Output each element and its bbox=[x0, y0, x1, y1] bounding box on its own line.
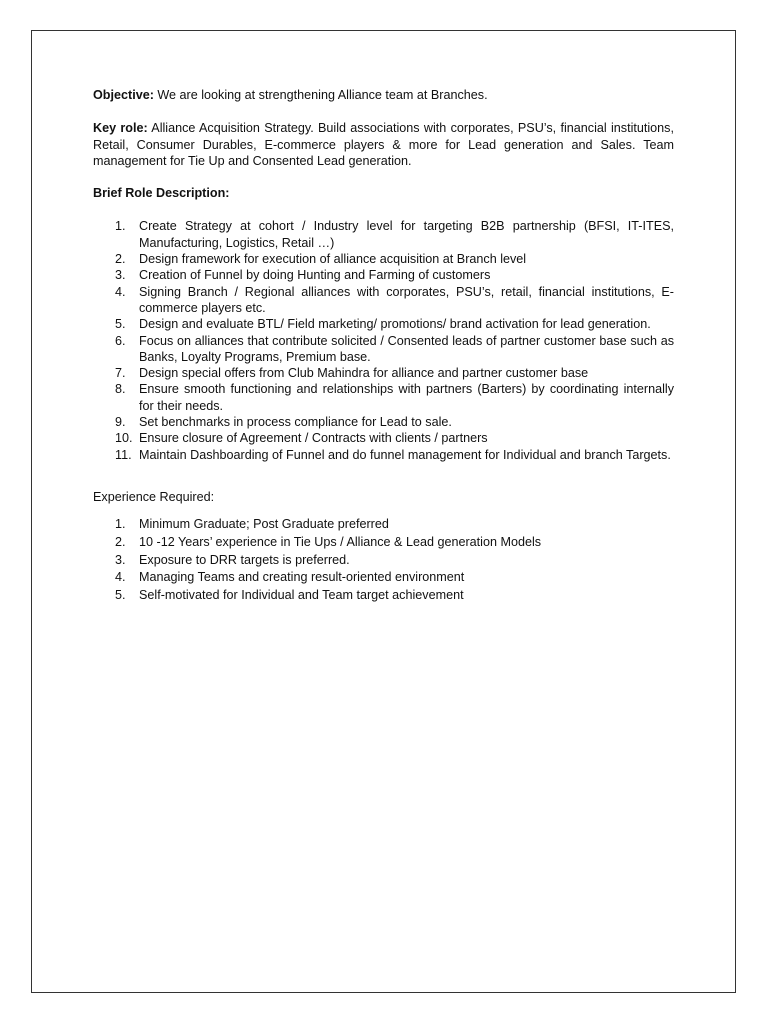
list-item bbox=[93, 587, 674, 605]
list-item bbox=[93, 516, 674, 534]
list-number: 5. bbox=[115, 317, 126, 332]
objective-label: Objective: bbox=[93, 88, 154, 102]
document-body bbox=[93, 87, 674, 605]
list-item-text: Ensure smooth functioning and relationships with partners (Barters) by coordinating internally for their needs. bbox=[139, 382, 674, 413]
list-item-text: 10 -12 Years’ experience in Tie Ups / Alliance & Lead generation Models bbox=[139, 534, 542, 549]
list-item-text: Ensure closure of Agreement / Contracts with clients / partners bbox=[139, 431, 488, 446]
objective-text: We are looking at strengthening Alliance team at Branches. bbox=[153, 88, 488, 102]
list-number: 7. bbox=[115, 366, 126, 381]
list-item bbox=[93, 267, 674, 283]
list-number: 4. bbox=[115, 570, 126, 585]
list-item bbox=[93, 569, 674, 587]
list-item bbox=[93, 333, 674, 366]
list-item-text: Set benchmarks in process compliance for Lead to sale. bbox=[139, 415, 452, 430]
list-number: 1. bbox=[115, 517, 126, 532]
list-number: 6. bbox=[115, 333, 126, 348]
list-number: 2. bbox=[115, 534, 126, 549]
list-item-text: Design framework for execution of alliance acquisition at Branch level bbox=[139, 252, 527, 267]
list-item-text: Signing Branch / Regional alliances with corporates, PSU’s, retail, financial institutions, E-commerce players etc. bbox=[139, 284, 674, 315]
list-item-text: Design and evaluate BTL/ Field marketing/ promotions/ brand activation for lead generation. bbox=[139, 317, 651, 332]
key-role-label: Key role: bbox=[93, 121, 148, 136]
experience-list bbox=[93, 516, 674, 605]
list-number: 8. bbox=[115, 382, 126, 397]
list-number: 1. bbox=[115, 219, 126, 234]
list-item-text: Managing Teams and creating result-oriented environment bbox=[139, 570, 465, 585]
list-item-text: Self-motivated for Individual and Team target achievement bbox=[139, 588, 464, 603]
role-description-list bbox=[93, 218, 674, 462]
list-item-text: Exposure to DRR targets is preferred. bbox=[139, 552, 350, 567]
list-item-text: Create Strategy at cohort / Industry level for targeting B2B partnership (BFSI, IT-ITES, Manufacturing, Logistics, Retail …) bbox=[139, 219, 674, 250]
list-item bbox=[93, 365, 674, 381]
brief-role-heading: Brief Role Description: bbox=[93, 186, 230, 201]
list-item bbox=[93, 381, 674, 414]
list-item bbox=[93, 284, 674, 317]
objective-paragraph bbox=[93, 87, 674, 103]
key-role-text: Alliance Acquisition Strategy. Build associations with corporates, PSU’s, financial institutions, Retail, Consumer Durables, E-commerce players & more for Lead generation and Sales. Team management for Tie Up and Consented Lead generation. bbox=[93, 121, 674, 168]
list-item bbox=[93, 552, 674, 570]
list-number: 11. bbox=[115, 447, 132, 462]
list-number: 4. bbox=[115, 284, 126, 299]
list-item bbox=[93, 218, 674, 251]
list-item bbox=[93, 430, 674, 446]
list-number: 10. bbox=[115, 431, 133, 446]
key-role-paragraph bbox=[93, 120, 674, 169]
list-number: 3. bbox=[115, 552, 126, 567]
list-item-text: Minimum Graduate; Post Graduate preferred bbox=[139, 517, 389, 532]
list-item-text: Design special offers from Club Mahindra for alliance and partner customer base bbox=[139, 366, 589, 381]
list-number: 5. bbox=[115, 588, 126, 603]
list-item-text: Maintain Dashboarding of Funnel and do funnel management for Individual and branch Targets. bbox=[139, 447, 671, 462]
list-number: 2. bbox=[115, 252, 126, 267]
experience-heading: Experience Required: bbox=[93, 489, 215, 504]
list-item-text: Focus on alliances that contribute solicited / Consented leads of partner customer base such as Banks, Loyalty Programs, Premium base. bbox=[139, 333, 674, 364]
list-item bbox=[93, 316, 674, 332]
list-item bbox=[93, 414, 674, 430]
list-item bbox=[93, 251, 674, 267]
list-item bbox=[93, 534, 674, 552]
list-item-text: Creation of Funnel by doing Hunting and Farming of customers bbox=[139, 268, 491, 283]
list-number: 3. bbox=[115, 268, 126, 283]
list-number: 9. bbox=[115, 415, 126, 430]
list-item bbox=[93, 447, 674, 463]
